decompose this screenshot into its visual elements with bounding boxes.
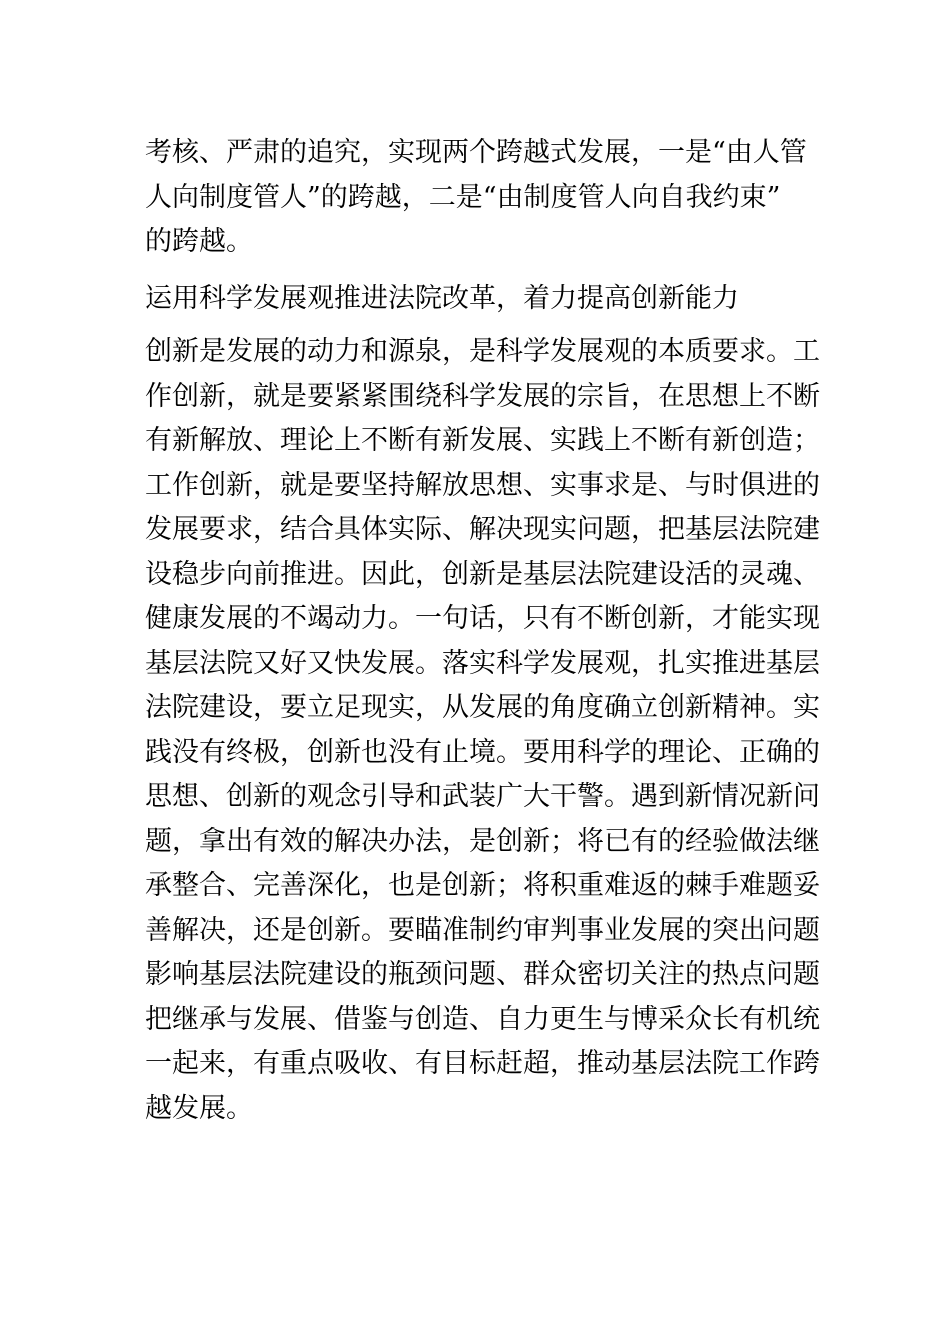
text-line: 考核、严肃的追究，实现两个跨越式发展，一是“由人管 [145,137,807,168]
text-line: 基层法院又好又快发展。落实科学发展观，扎实推进基层 [145,647,820,679]
text-line: 人向制度管人”的跨越，二是“由制度管人向自我约束” [145,181,781,213]
text-line: 发展要求，结合具体实际、解决现实问题，把基层法院建 [145,514,820,545]
text-line: 一起来，有重点吸收、有目标赶超，推动基层法院工作跨 [145,1048,820,1079]
text-line: 作创新，就是要紧紧围绕科学发展的宗旨，在思想上不断 [145,380,820,412]
text-line: 题，拿出有效的解决办法，是创新；将已有的经验做法继 [145,825,820,857]
text-line: 法院建设，要立足现实，从发展的角度确立创新精神。实 [145,692,820,723]
text-line: 设稳步向前推进。因此，创新是基层法院建设活的灵魂、 [145,558,820,590]
text-line: 有新解放、理论上不断有新发展、实践上不断有新创造； [145,425,820,456]
text-line: 把继承与发展、借鉴与创造、自力更生与博采众长有机统 [145,1003,820,1035]
text-line: 的跨越。 [145,226,253,257]
text-line: 创新是发展的动力和源泉，是科学发展观的本质要求。工 [145,336,820,367]
text-line: 践没有终极，创新也没有止境。要用科学的理论、正确的 [145,736,820,768]
text-line: 越发展。 [145,1092,253,1124]
heading-text: 运用科学发展观推进法院改革，着力提高创新能力 [145,283,739,314]
text-line: 承整合、完善深化，也是创新；将积重难返的棘手难题妥 [145,870,820,901]
text-line: 思想、创新的观念引导和武装广大干警。遇到新情况新问 [145,781,820,812]
text-line: 工作创新，就是要坚持解放思想、实事求是、与时俱进的 [145,469,820,501]
paragraph-continuation [145,131,815,265]
text-line: 健康发展的不竭动力。一句话，只有不断创新，才能实现 [145,603,820,634]
text-line: 善解决，还是创新。要瞄准制约审判事业发展的突出问题 [145,914,820,946]
section-heading [145,277,815,322]
paragraph-innovation [145,330,820,1131]
text-line: 影响基层法院建设的瓶颈问题、群众密切关注的热点问题 [145,959,820,990]
